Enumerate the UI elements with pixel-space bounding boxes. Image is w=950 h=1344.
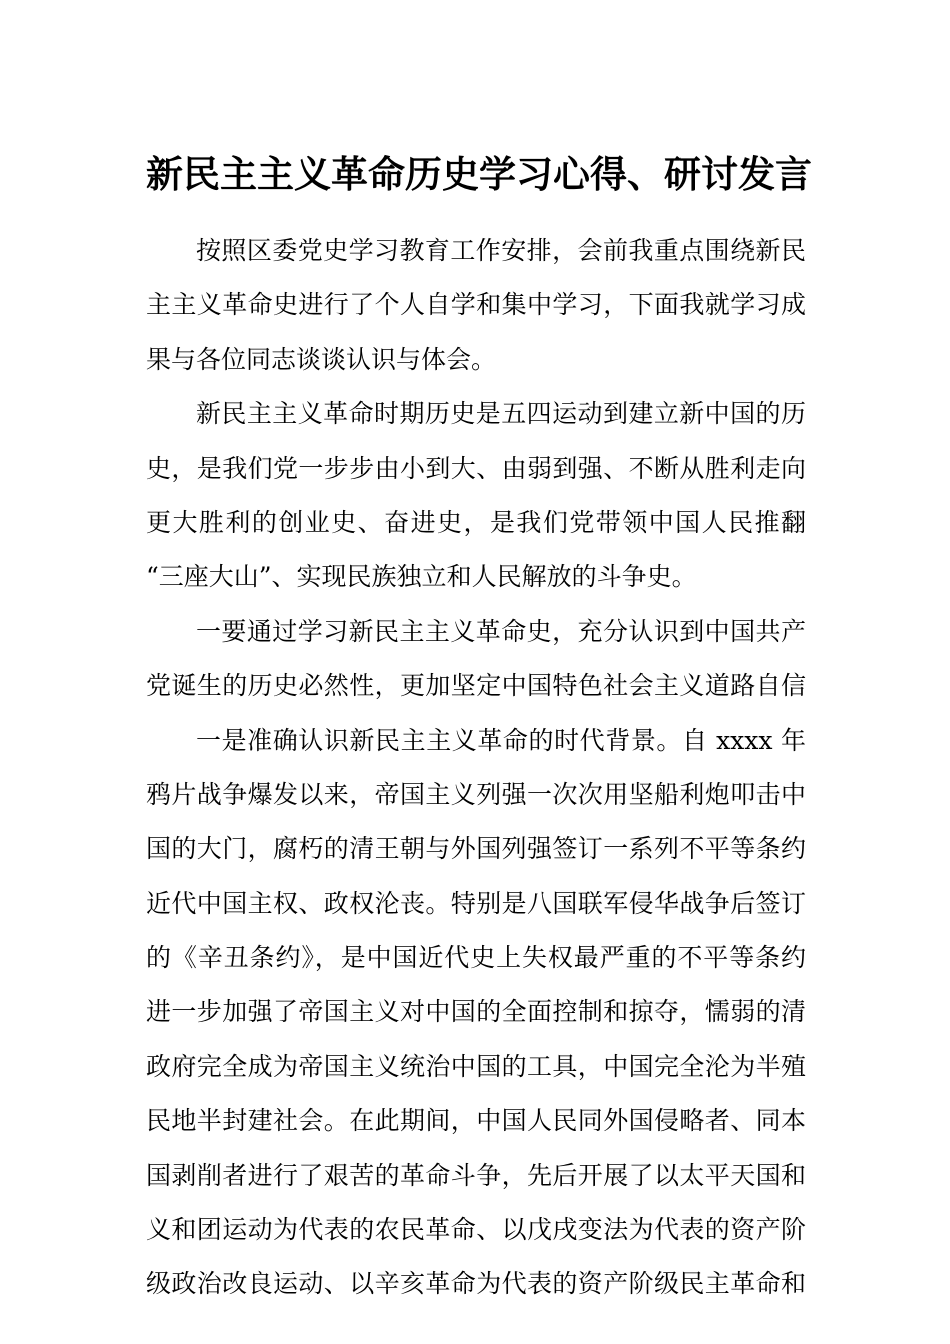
document-body (146, 224, 806, 1312)
text-line: 近代中国主权、政权沦丧。特别是八国联军侵华战争后签订 (146, 888, 806, 918)
text-line: “三座大山”、实现民族独立和人民解放的斗争史。 (146, 562, 697, 592)
document-title: 新民主主义革命历史学习心得、研讨发言 (146, 152, 812, 196)
text-line: 民地半封建社会。在此期间，中国人民同外国侵略者、同本 (146, 1106, 806, 1136)
text-line: 国剥削者进行了艰苦的革命斗争，先后开展了以太平天国和 (146, 1160, 806, 1190)
text-line: 按照区委党史学习教育工作安排，会前我重点围绕新民 (196, 236, 806, 265)
text-line: 鸦片战争爆发以来，帝国主义列强一次次用坚船利炮叩击中 (146, 779, 806, 809)
text-line: 国的大门，腐朽的清王朝与外国列强签订一系列不平等条约 (146, 834, 806, 864)
text-line: 政府完全成为帝国主义统治中国的工具，中国完全沦为半殖 (146, 1051, 806, 1081)
text-line: 一是准确认识新民主主义革命的时代背景。自 xxxx 年 (196, 725, 806, 755)
text-line: 进一步加强了帝国主义对中国的全面控制和掠夺，懦弱的清 (146, 997, 806, 1027)
text-line: 的《辛丑条约》，是中国近代史上失权最严重的不平等条约 (146, 943, 806, 973)
text-line: 新民主主义革命时期历史是五四运动到建立新中国的历 (196, 399, 806, 429)
text-line: 果与各位同志谈谈认识与体会。 (146, 344, 497, 374)
text-line: 级政治改良运动、以辛亥革命为代表的资产阶级民主革命和 (146, 1269, 806, 1299)
text-line: 义和团运动为代表的农民革命、以戊戌变法为代表的资产阶 (146, 1215, 806, 1245)
text-line: 主主义革命史进行了个人自学和集中学习，下面我就学习成 (146, 290, 806, 320)
text-line: 更大胜利的创业史、奋进史，是我们党带领中国人民推翻 (146, 507, 806, 537)
text-line: 史，是我们党一步步由小到大、由弱到强、不断从胜利走向 (146, 453, 806, 483)
text-line: 党诞生的历史必然性，更加坚定中国特色社会主义道路自信 (146, 671, 806, 701)
text-line: 一要通过学习新民主主义革命史，充分认识到中国共产 (196, 616, 806, 646)
